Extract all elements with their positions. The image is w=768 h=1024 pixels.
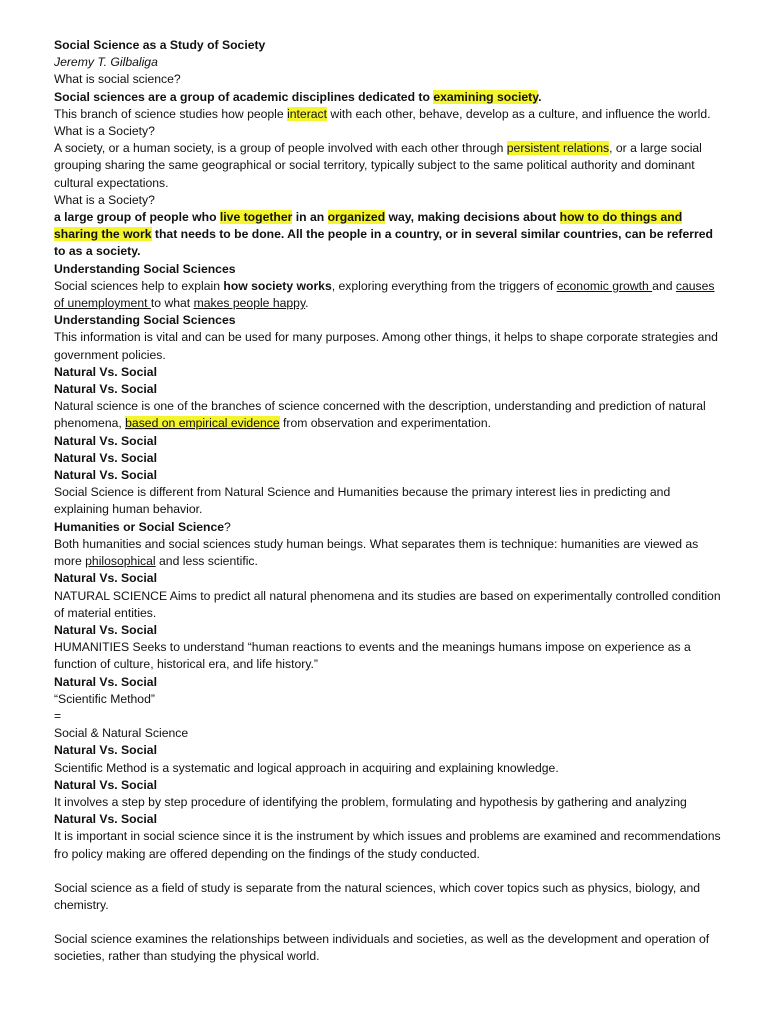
text-line bbox=[54, 708, 724, 725]
heading-line bbox=[54, 209, 724, 261]
text-line bbox=[54, 725, 724, 742]
text-span: from observation and experimentation. bbox=[279, 416, 491, 431]
text-span: Social science examines the relationships between individuals and societies, as well as the development and operation of societies, rather than studying the physical world. bbox=[54, 932, 710, 964]
heading-line bbox=[54, 519, 724, 536]
text-line bbox=[54, 931, 724, 965]
heading-line bbox=[54, 381, 724, 398]
text-span: in an bbox=[292, 210, 328, 225]
text-span: Natural Vs. Social bbox=[54, 571, 157, 586]
text-span: Natural Vs. Social bbox=[54, 743, 157, 758]
heading-line bbox=[54, 261, 724, 278]
text-span: to what bbox=[150, 296, 194, 311]
text-span: way, making decisions about bbox=[385, 210, 560, 225]
heading-line bbox=[54, 312, 724, 329]
text-line bbox=[54, 329, 724, 363]
text-line bbox=[54, 639, 724, 673]
text-span: Social & Natural Science bbox=[54, 726, 189, 741]
text-span: , exploring everything from the triggers of bbox=[331, 278, 557, 293]
heading-line bbox=[54, 674, 724, 691]
heading-line bbox=[54, 742, 724, 759]
text-span: Natural Vs. Social bbox=[54, 674, 157, 689]
heading-line bbox=[54, 777, 724, 794]
text-span: , or a large social grouping sharing the same geographical or social territory, typically subject to the same political authority and dominant cultural expectations. bbox=[54, 141, 702, 190]
heading-line bbox=[54, 622, 724, 639]
paragraph-gap bbox=[54, 914, 724, 931]
heading-line bbox=[54, 364, 724, 381]
text-line bbox=[54, 691, 724, 708]
text-span: What is a Society? bbox=[54, 192, 155, 207]
document-author: Jeremy T. Gilbaliga bbox=[54, 55, 158, 70]
text-span: What is social science? bbox=[54, 72, 181, 87]
text-span: = bbox=[54, 708, 62, 723]
document-body bbox=[54, 71, 724, 965]
text-span: Natural Vs. Social bbox=[54, 812, 157, 827]
text-span: . bbox=[305, 296, 309, 311]
text-span: Social sciences are a group of academic disciplines dedicated to bbox=[54, 89, 434, 104]
text-span: Natural Vs. Social bbox=[54, 468, 157, 483]
text-span: Natural Vs. Social bbox=[54, 777, 157, 792]
text-span: Natural Vs. Social bbox=[54, 382, 157, 397]
highlighted-text: persistent relations bbox=[506, 141, 610, 156]
highlighted-text: organized bbox=[327, 210, 386, 225]
heading-line bbox=[54, 89, 724, 106]
heading-line bbox=[54, 433, 724, 450]
text-span: how society works bbox=[223, 278, 332, 293]
text-span: Both humanities and social sciences study human beings. What separates them is technique: humanities are viewed as more bbox=[54, 536, 699, 569]
document-page bbox=[54, 37, 724, 966]
highlighted-text: how to do things and sharing the work bbox=[54, 210, 683, 242]
text-span: Social Science is different from Natural Science and Humanities because the primary interest lies in predicting and explaining human behavior. bbox=[54, 485, 671, 517]
text-span: What is a Society? bbox=[54, 124, 155, 139]
text-span: Scientific Method is a systematic and logical approach in acquiring and explaining knowledge. bbox=[54, 760, 559, 775]
text-line bbox=[54, 192, 724, 209]
highlighted-text: based on empirical evidence bbox=[125, 416, 280, 431]
text-span: NATURAL SCIENCE Aims to predict all natural phenomena and its studies are based on experimentally controlled condition of material entities. bbox=[54, 588, 721, 620]
text-span: It involves a step by step procedure of identifying the problem, formulating and hypothesis by gathering and analyzing bbox=[54, 794, 687, 809]
text-span: Natural Vs. Social bbox=[54, 450, 157, 465]
highlighted-text: live together bbox=[219, 210, 293, 225]
text-span: and bbox=[652, 278, 676, 293]
text-line bbox=[54, 106, 724, 123]
heading-line bbox=[54, 570, 724, 587]
text-line bbox=[54, 123, 724, 140]
heading-line bbox=[54, 811, 724, 828]
text-line bbox=[54, 794, 724, 811]
text-span: This branch of science studies how people bbox=[54, 106, 288, 121]
text-line bbox=[54, 140, 724, 192]
text-span: a large group of people who bbox=[54, 210, 220, 225]
text-span: Natural Vs. Social bbox=[54, 433, 157, 448]
highlighted-text: examining society bbox=[433, 89, 539, 104]
underlined-text: economic growth bbox=[556, 278, 653, 293]
text-span: It is important in social science since it is the instrument by which issues and problems are examined and recommendations fro policy making are offered depending on the findings of the study conducted. bbox=[54, 829, 721, 861]
text-span: Social science as a field of study is separate from the natural sciences, which cover topics such as physics, biology, and chemistry. bbox=[54, 880, 701, 912]
text-line bbox=[54, 536, 724, 570]
text-span: “Scientific Method” bbox=[54, 691, 155, 706]
text-span: Natural Vs. Social bbox=[54, 364, 157, 379]
text-span: with each other, behave, develop as a culture, and influence the world. bbox=[327, 106, 711, 121]
text-span: A society, or a human society, is a group of people involved with each other through bbox=[54, 141, 507, 156]
text-line bbox=[54, 484, 724, 518]
text-span: Understanding Social Sciences bbox=[54, 313, 236, 328]
text-span: This information is vital and can be used for many purposes. Among other things, it helps to shape corporate strategies and government policies. bbox=[54, 330, 718, 362]
text-span: Natural Vs. Social bbox=[54, 622, 157, 637]
text-line bbox=[54, 880, 724, 914]
paragraph-gap bbox=[54, 863, 724, 880]
text-line bbox=[54, 760, 724, 777]
underlined-text: causes of unemployment bbox=[54, 278, 715, 311]
heading-line bbox=[54, 467, 724, 484]
text-span: Social sciences help to explain bbox=[54, 278, 224, 293]
text-span: that needs to be done. All the people in a country, or in several similar countries, can be referred to as a society. bbox=[54, 227, 713, 259]
text-line bbox=[54, 71, 724, 88]
text-line bbox=[54, 588, 724, 622]
underlined-text: philosophical bbox=[85, 554, 156, 569]
text-span: Understanding Social Sciences bbox=[54, 261, 236, 276]
text-line bbox=[54, 398, 724, 432]
text-span: Natural science is one of the branches of science concerned with the description, understanding and prediction of natural phenomena, bbox=[54, 399, 706, 431]
document-title: Social Science as a Study of Society bbox=[54, 38, 266, 52]
text-span: HUMANITIES Seeks to understand “human reactions to events and the meanings humans impose on experience as a function of culture, historical era, and life history.” bbox=[54, 640, 691, 672]
text-span: . bbox=[538, 89, 542, 104]
underlined-text: makes people happy bbox=[193, 296, 306, 311]
text-span: Humanities or Social Science bbox=[54, 519, 225, 534]
text-line bbox=[54, 278, 724, 312]
text-line bbox=[54, 828, 724, 862]
heading-line bbox=[54, 450, 724, 467]
text-span: and less scientific. bbox=[155, 554, 258, 569]
text-span: ? bbox=[224, 519, 231, 534]
highlighted-text: interact bbox=[287, 106, 328, 121]
